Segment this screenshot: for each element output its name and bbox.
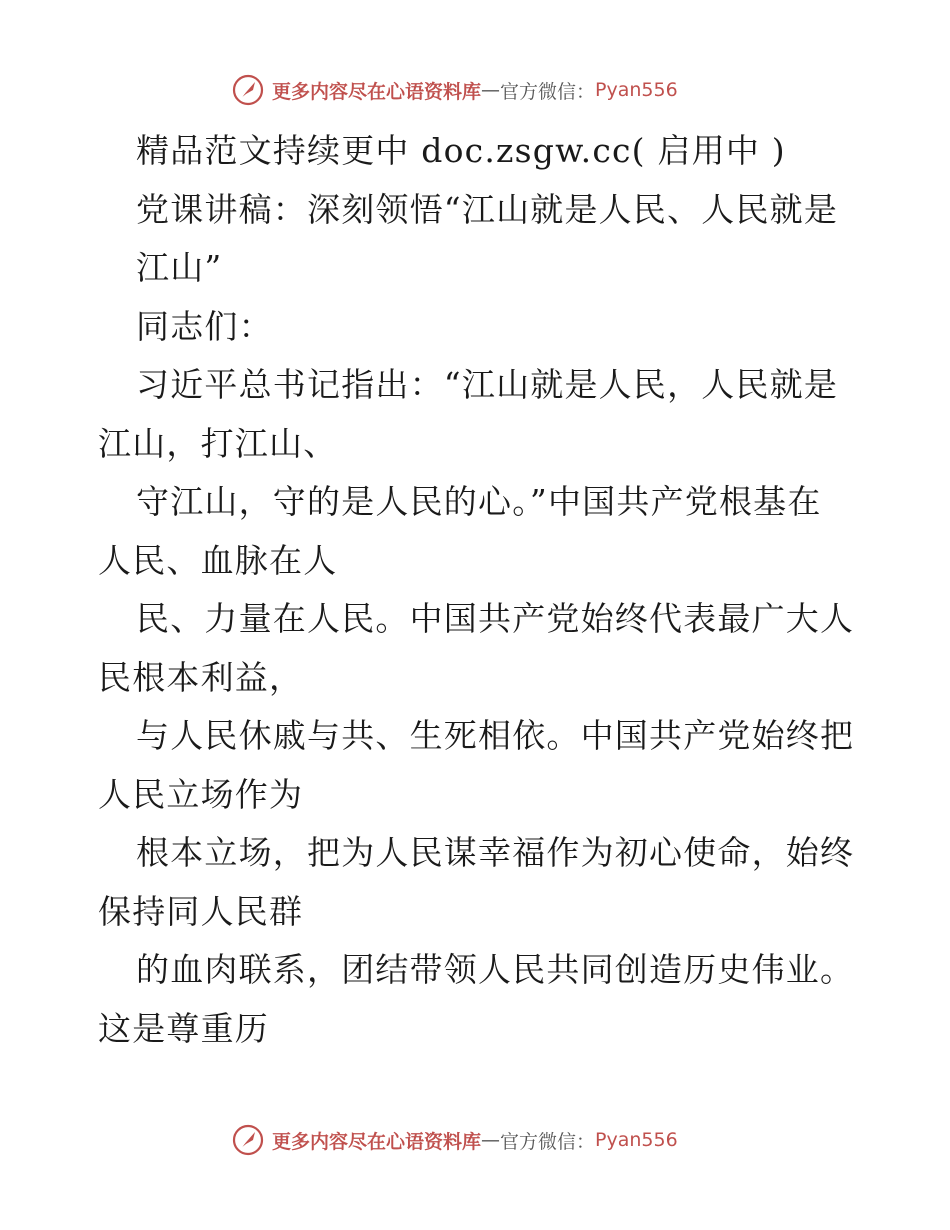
paragraph-line: 江山，打江山、 <box>98 423 338 463</box>
watermark-main-text: 更多内容尽在心语资料库 <box>272 80 482 103</box>
paragraph-line: 与人民休戚与共、生死相依。中国共产党始终把 <box>136 716 855 755</box>
watermark-separator: — <box>481 1129 501 1151</box>
document-body <box>98 122 858 1058</box>
feather-pen-icon <box>232 1124 264 1156</box>
header-watermark <box>232 72 752 108</box>
salutation: 同志们： <box>136 306 273 346</box>
watermark-wechat-id: Pyan556 <box>595 79 678 101</box>
watermark-main-text: 更多内容尽在心语资料库 <box>272 1130 482 1153</box>
paragraph-line: 人民、血脉在人 <box>98 540 338 580</box>
feather-pen-icon <box>232 74 264 106</box>
watermark-wechat-id: Pyan556 <box>595 1129 678 1151</box>
paragraph-line: 的血肉联系，团结带领人民共同创造历史伟业。 <box>136 950 855 989</box>
watermark-wechat-label: 官方微信： <box>500 80 596 103</box>
paragraph-line: 民根本利益， <box>98 657 304 697</box>
footer-watermark <box>232 1122 752 1158</box>
watermark-wechat-label: 官方微信： <box>500 1130 596 1153</box>
paragraph-line: 民、力量在人民。中国共产党始终代表最广大人 <box>136 599 855 638</box>
paragraph-line: 保持同人民群 <box>98 891 304 931</box>
document-title-line-2: 江山” <box>136 248 223 287</box>
paragraph-line: 守江山，守的是人民的心。”中国共产党根基在 <box>136 482 822 521</box>
paragraph-line: 习近平总书记指出：“江山就是人民，人民就是 <box>136 365 839 404</box>
paragraph-line: 人民立场作为 <box>98 774 304 814</box>
site-notice-line: 精品范文持续更中 doc.zsgw.cc( 启用中 ) <box>136 131 786 170</box>
watermark-separator: — <box>481 79 501 101</box>
paragraph-line: 根本立场，把为人民谋幸福作为初心使命，始终 <box>136 833 855 872</box>
paragraph-line: 这是尊重历 <box>98 1008 269 1048</box>
document-title-line-1: 党课讲稿：深刻领悟“江山就是人民、人民就是 <box>136 189 839 229</box>
